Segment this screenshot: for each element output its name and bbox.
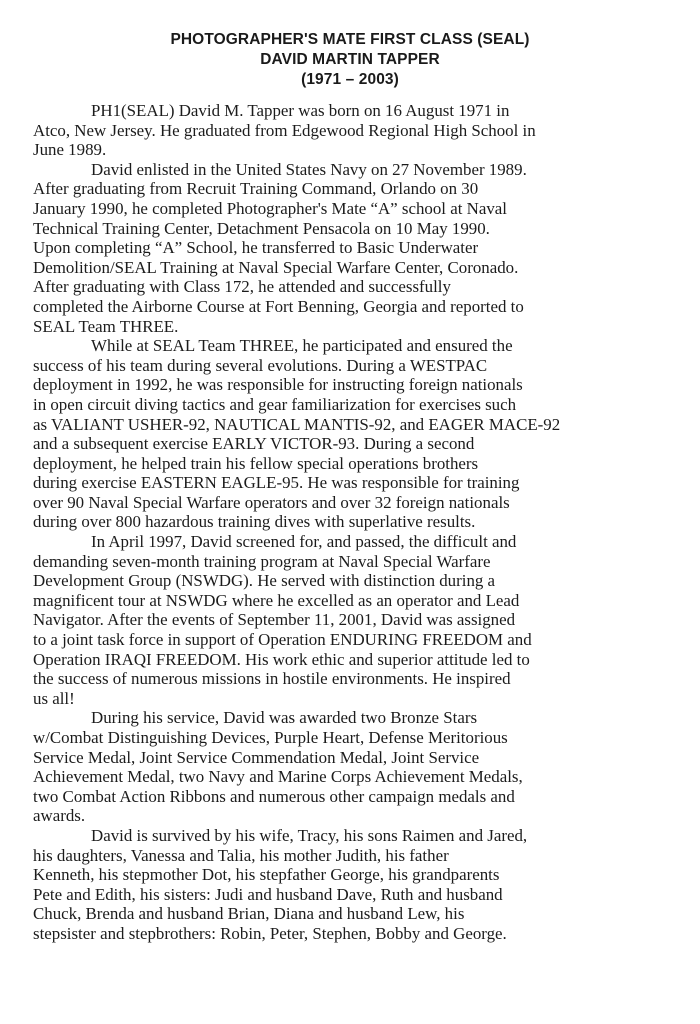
paragraph-line: w/Combat Distinguishing Devices, Purple Heart, Defense Meritorious — [33, 728, 508, 747]
paragraph-line: After graduating from Recruit Training Command, Orlando on 30 — [33, 179, 479, 199]
document-header — [0, 30, 700, 90]
paragraph-line: demanding seven-month training program at Naval Special Warfare — [33, 551, 491, 571]
paragraph-line: deployment, he helped train his fellow special operations brothers — [33, 453, 479, 473]
paragraph-line: over 90 Naval Special Warfare operators and over 32 foreign nationals — [33, 492, 510, 512]
paragraph-first-line: While at SEAL Team THREE, he participated and ensured the — [91, 336, 513, 356]
paragraph-line: Kenneth, his stepmother Dot, his stepfather George, his grandparents — [33, 865, 500, 885]
paragraph-line: magnificent tour at NSWDG where he excelled as an operator and Lead — [33, 590, 520, 610]
paragraph-line: Achievement Medal, two Navy and Marine Corps Achievement Medals, — [33, 767, 523, 787]
paragraph-line: completed the Airborne Course at Fort Benning, Georgia and reported to — [33, 296, 524, 316]
paragraph-line: during exercise EASTERN EAGLE-95. He was responsible for training — [33, 473, 520, 493]
paragraph-line: Atco, New Jersey. He graduated from Edgewood Regional High School in — [33, 120, 536, 140]
paragraph-line: Upon completing “A” School, he transferred to Basic Underwater — [33, 238, 479, 258]
biography-body — [33, 101, 673, 944]
header-rank-title: PHOTOGRAPHER'S MATE FIRST CLASS (SEAL) — [170, 31, 530, 48]
paragraph-line: Service Medal, Joint Service Commendation Medal, Joint Service — [33, 747, 480, 767]
paragraph-line: Operation IRAQI FREEDOM. His work ethic and superior attitude led to — [33, 649, 530, 669]
paragraph-line: us all! — [33, 688, 75, 708]
paragraph-line: Demolition/SEAL Training at Naval Special Warfare Center, Coronado. — [33, 257, 519, 277]
paragraph-line: Pete and Edith, his sisters: Judi and husband Dave, Ruth and husband — [33, 884, 503, 904]
paragraph-line: in open circuit diving tactics and gear familiarization for exercises such — [33, 394, 517, 414]
paragraph-line: Development Group (NSWDG). He served with distinction during a — [33, 571, 496, 591]
paragraph-line: his daughters, Vanessa and Talia, his mother Judith, his father — [33, 845, 449, 865]
paragraph-first-line: David is survived by his wife, Tracy, his sons Raimen and Jared, — [91, 825, 528, 845]
paragraph-line: and a subsequent exercise EARLY VICTOR-93. During a second — [33, 434, 475, 454]
paragraph-line: to a joint task force in support of Operation ENDURING FREEDOM and — [33, 630, 532, 650]
paragraph-line: as VALIANT USHER-92, NAUTICAL MANTIS-92, and EAGER MACE-92 — [33, 414, 561, 434]
paragraph-line: Chuck, Brenda and husband Brian, Diana and husband Lew, his — [33, 904, 465, 924]
header-name: DAVID MARTIN TAPPER — [260, 51, 440, 68]
paragraph-first-line: PH1(SEAL) David M. Tapper was born on 16 August 1971 in — [91, 101, 510, 120]
paragraph-first-line: David enlisted in the United States Navy on 27 November 1989. — [91, 159, 527, 179]
paragraph-line: success of his team during several evolutions. During a WESTPAC — [33, 355, 488, 375]
paragraph-line: awards. — [33, 806, 86, 826]
paragraph-line: June 1989. — [33, 140, 107, 160]
paragraph-line: SEAL Team THREE. — [33, 316, 179, 336]
paragraph-line: Technical Training Center, Detachment Pensacola on 10 May 1990. — [33, 218, 490, 238]
paragraph-line: during over 800 hazardous training dives with superlative results. — [33, 512, 476, 532]
paragraph-line: After graduating with Class 172, he attended and successfully — [33, 277, 451, 297]
paragraph-line: Navigator. After the events of September 11, 2001, David was assigned — [33, 610, 516, 630]
paragraph-line: the success of numerous missions in hostile environments. He inspired — [33, 669, 511, 689]
paragraph-line: January 1990, he completed Photographer's Mate “A” school at Naval — [33, 198, 507, 218]
paragraph-line: stepsister and stepbrothers: Robin, Peter, Stephen, Bobby and George. — [33, 923, 507, 943]
paragraph-first-line: In April 1997, David screened for, and passed, the difficult and — [91, 532, 517, 552]
paragraph-line: deployment in 1992, he was responsible for instructing foreign nationals — [33, 375, 523, 395]
header-years: (1971 – 2003) — [301, 71, 399, 88]
paragraph-first-line: During his service, David was awarded two Bronze Stars — [91, 708, 478, 728]
paragraph-line: two Combat Action Ribbons and numerous other campaign medals and — [33, 786, 515, 806]
